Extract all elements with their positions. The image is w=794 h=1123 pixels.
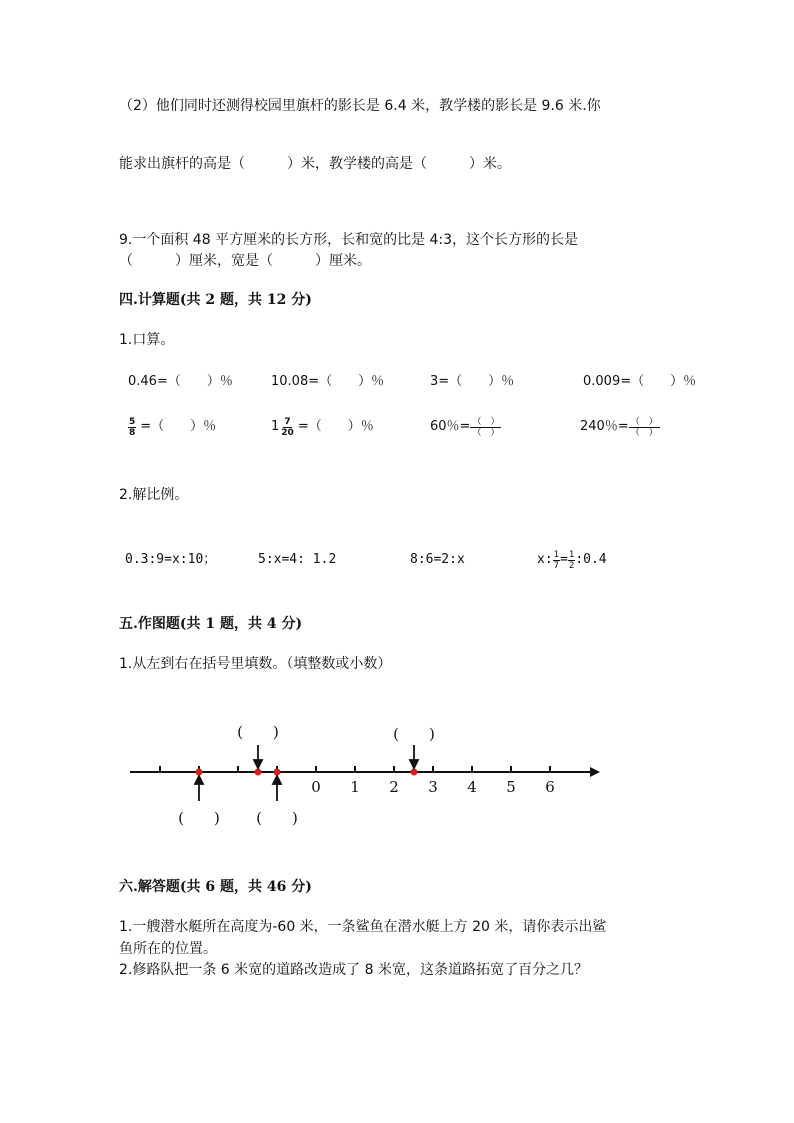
section4-q1-title: 1.口算。: [119, 332, 175, 348]
oral-calc-item: 60％= $\frac{( )}{( )}$: [430, 416, 500, 438]
arrow-down-icon: [254, 760, 262, 768]
arrow-up-icon: [195, 776, 203, 784]
section4-title: 四.计算题(共 2 题，共 12 分): [119, 292, 312, 308]
fraction: $\frac{1}{2}$: [568, 549, 575, 571]
q9-line2: （ ）厘米，宽是（ ）厘米。: [119, 253, 371, 269]
tick-label: 5: [506, 778, 516, 796]
proportion-item: x: $\frac{1}{7}$ = $\frac{1}{2}$ :0.4: [537, 549, 607, 571]
section6-q2: 2.修路队把一条 6 米宽的道路改造成了 8 米宽，这条道路拓宽了百分之几？: [119, 962, 588, 978]
proportion-item: 5:x=4: 1.2: [258, 552, 337, 567]
section6-title: 六.解答题(共 6 题，共 46 分): [119, 879, 312, 895]
number-line: [120, 715, 610, 835]
oral-calc-item: 240％= $\frac{( )}{( )}$: [580, 416, 658, 438]
oral-calc-item: $\frac{5}{8}$ =（ ）％: [129, 416, 217, 438]
answer-blank: ( ): [256, 809, 298, 827]
tick-label: 4: [467, 778, 477, 796]
fraction: $\frac{5}{8}$: [129, 416, 136, 438]
oral-calc-item: 10.08=（ ）％: [271, 374, 385, 389]
tick-label: 0: [311, 778, 321, 796]
tick-label: 2: [389, 778, 399, 796]
proportion-item: 8:6=2:x: [410, 552, 465, 567]
q9-line1: 9.一个面积 48 平方厘米的长方形，长和宽的比是 4:3，这个长方形的长是: [119, 232, 579, 248]
arrow-down-icon: [410, 760, 418, 768]
section6-q1-line2: 鱼所在的位置。: [119, 941, 217, 957]
section5-title: 五.作图题(共 1 题，共 4 分): [119, 616, 303, 632]
tick-label: 6: [545, 778, 555, 796]
tick-label: 3: [428, 778, 438, 796]
fraction: $\frac{7}{20}$: [281, 416, 294, 438]
answer-blank: ( ): [178, 809, 220, 827]
oral-calc-item: 0.46=（ ）％: [128, 374, 233, 389]
tick-label: 1: [350, 778, 360, 796]
section4-q2-title: 2.解比例。: [119, 487, 189, 503]
oral-calc-item: 3=（ ）％: [430, 374, 515, 389]
oral-calc-item: 0.009=（ ）％: [583, 374, 697, 389]
answer-blank: ( ): [393, 725, 435, 743]
arrow-right-icon: [590, 767, 600, 777]
oral-calc-item: 1 $\frac{7}{20}$ =（ ）％: [271, 416, 374, 438]
section6-q1-line1: 1.一艘潜水艇所在高度为-60 米，一条鲨鱼在潜水艇上方 20 米，请你表示出鲨: [119, 919, 607, 935]
blank-fraction: $\frac{( )}{( )}$: [630, 416, 658, 438]
q8-part2-line1: （2）他们同时还测得校园里旗杆的影长是 6.4 米，教学楼的影长是 9.6 米.你: [119, 98, 601, 114]
fraction: $\frac{1}{7}$: [553, 549, 560, 571]
answer-blank: ( ): [237, 723, 279, 741]
proportion-item: 0.3:9=x:10；: [125, 552, 217, 567]
q8-part2-line2: 能求出旗杆的高是（ ）米，教学楼的高是（ ）米。: [119, 156, 511, 172]
arrow-up-icon: [273, 776, 281, 784]
blank-fraction: $\frac{( )}{( )}$: [472, 416, 500, 438]
section5-q1: 1.从左到右在括号里填数。（填整数或小数）: [119, 656, 392, 672]
